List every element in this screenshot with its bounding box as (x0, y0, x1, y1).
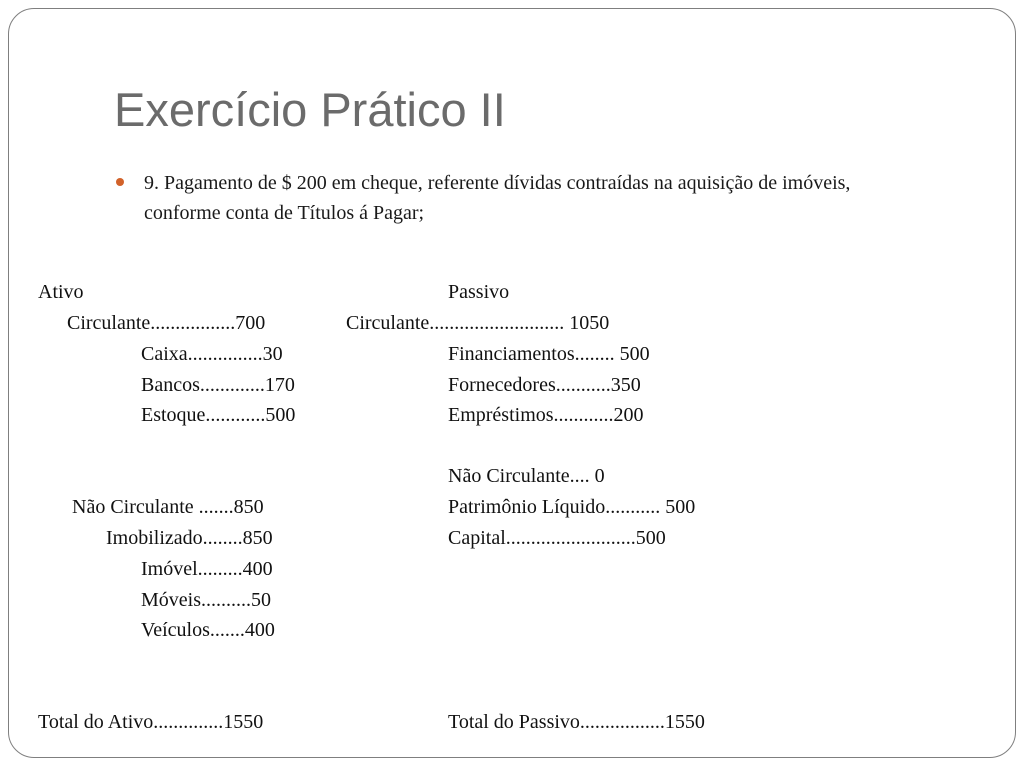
slide-title: Exercício Prático II (114, 83, 506, 136)
passivo-capital: Capital..........................500 (448, 527, 666, 549)
ativo-header: Ativo (38, 281, 84, 303)
ativo-nao-circulante: Não Circulante .......850 (72, 496, 264, 518)
ativo-imobilizado: Imobilizado........850 (106, 527, 273, 549)
passivo-total: Total do Passivo.................1550 (448, 711, 705, 733)
ativo-total: Total do Ativo..............1550 (38, 711, 264, 733)
passivo-header: Passivo (448, 281, 510, 303)
bullet-text (144, 168, 964, 228)
passivo-nao-circulante: Não Circulante.... 0 (448, 465, 605, 487)
passivo-financiamentos: Financiamentos........ 500 (448, 343, 650, 365)
passivo-emprestimos: Empréstimos............200 (448, 404, 644, 426)
ativo-circulante: Circulante.................700 (67, 312, 266, 334)
ativo-imovel: Imóvel.........400 (141, 558, 273, 580)
passivo-patrimonio-liquido: Patrimônio Líquido........... 500 (448, 496, 696, 518)
passivo-circulante: Circulante........................... 1050 (346, 312, 610, 334)
ativo-caixa: Caixa...............30 (141, 343, 283, 365)
ativo-estoque: Estoque............500 (141, 404, 296, 426)
bullet-line-2: conforme conta de Títulos á Pagar; (144, 202, 425, 224)
bullet-line-1: 9. Pagamento de $ 200 em cheque, referente dívidas contraídas na aquisição de imóveis, (144, 172, 851, 194)
passivo-fornecedores: Fornecedores...........350 (448, 374, 641, 396)
ativo-bancos: Bancos.............170 (141, 374, 295, 396)
ativo-veiculos: Veículos.......400 (141, 619, 275, 641)
ativo-moveis: Móveis..........50 (141, 589, 271, 611)
bullet-icon (116, 178, 124, 186)
